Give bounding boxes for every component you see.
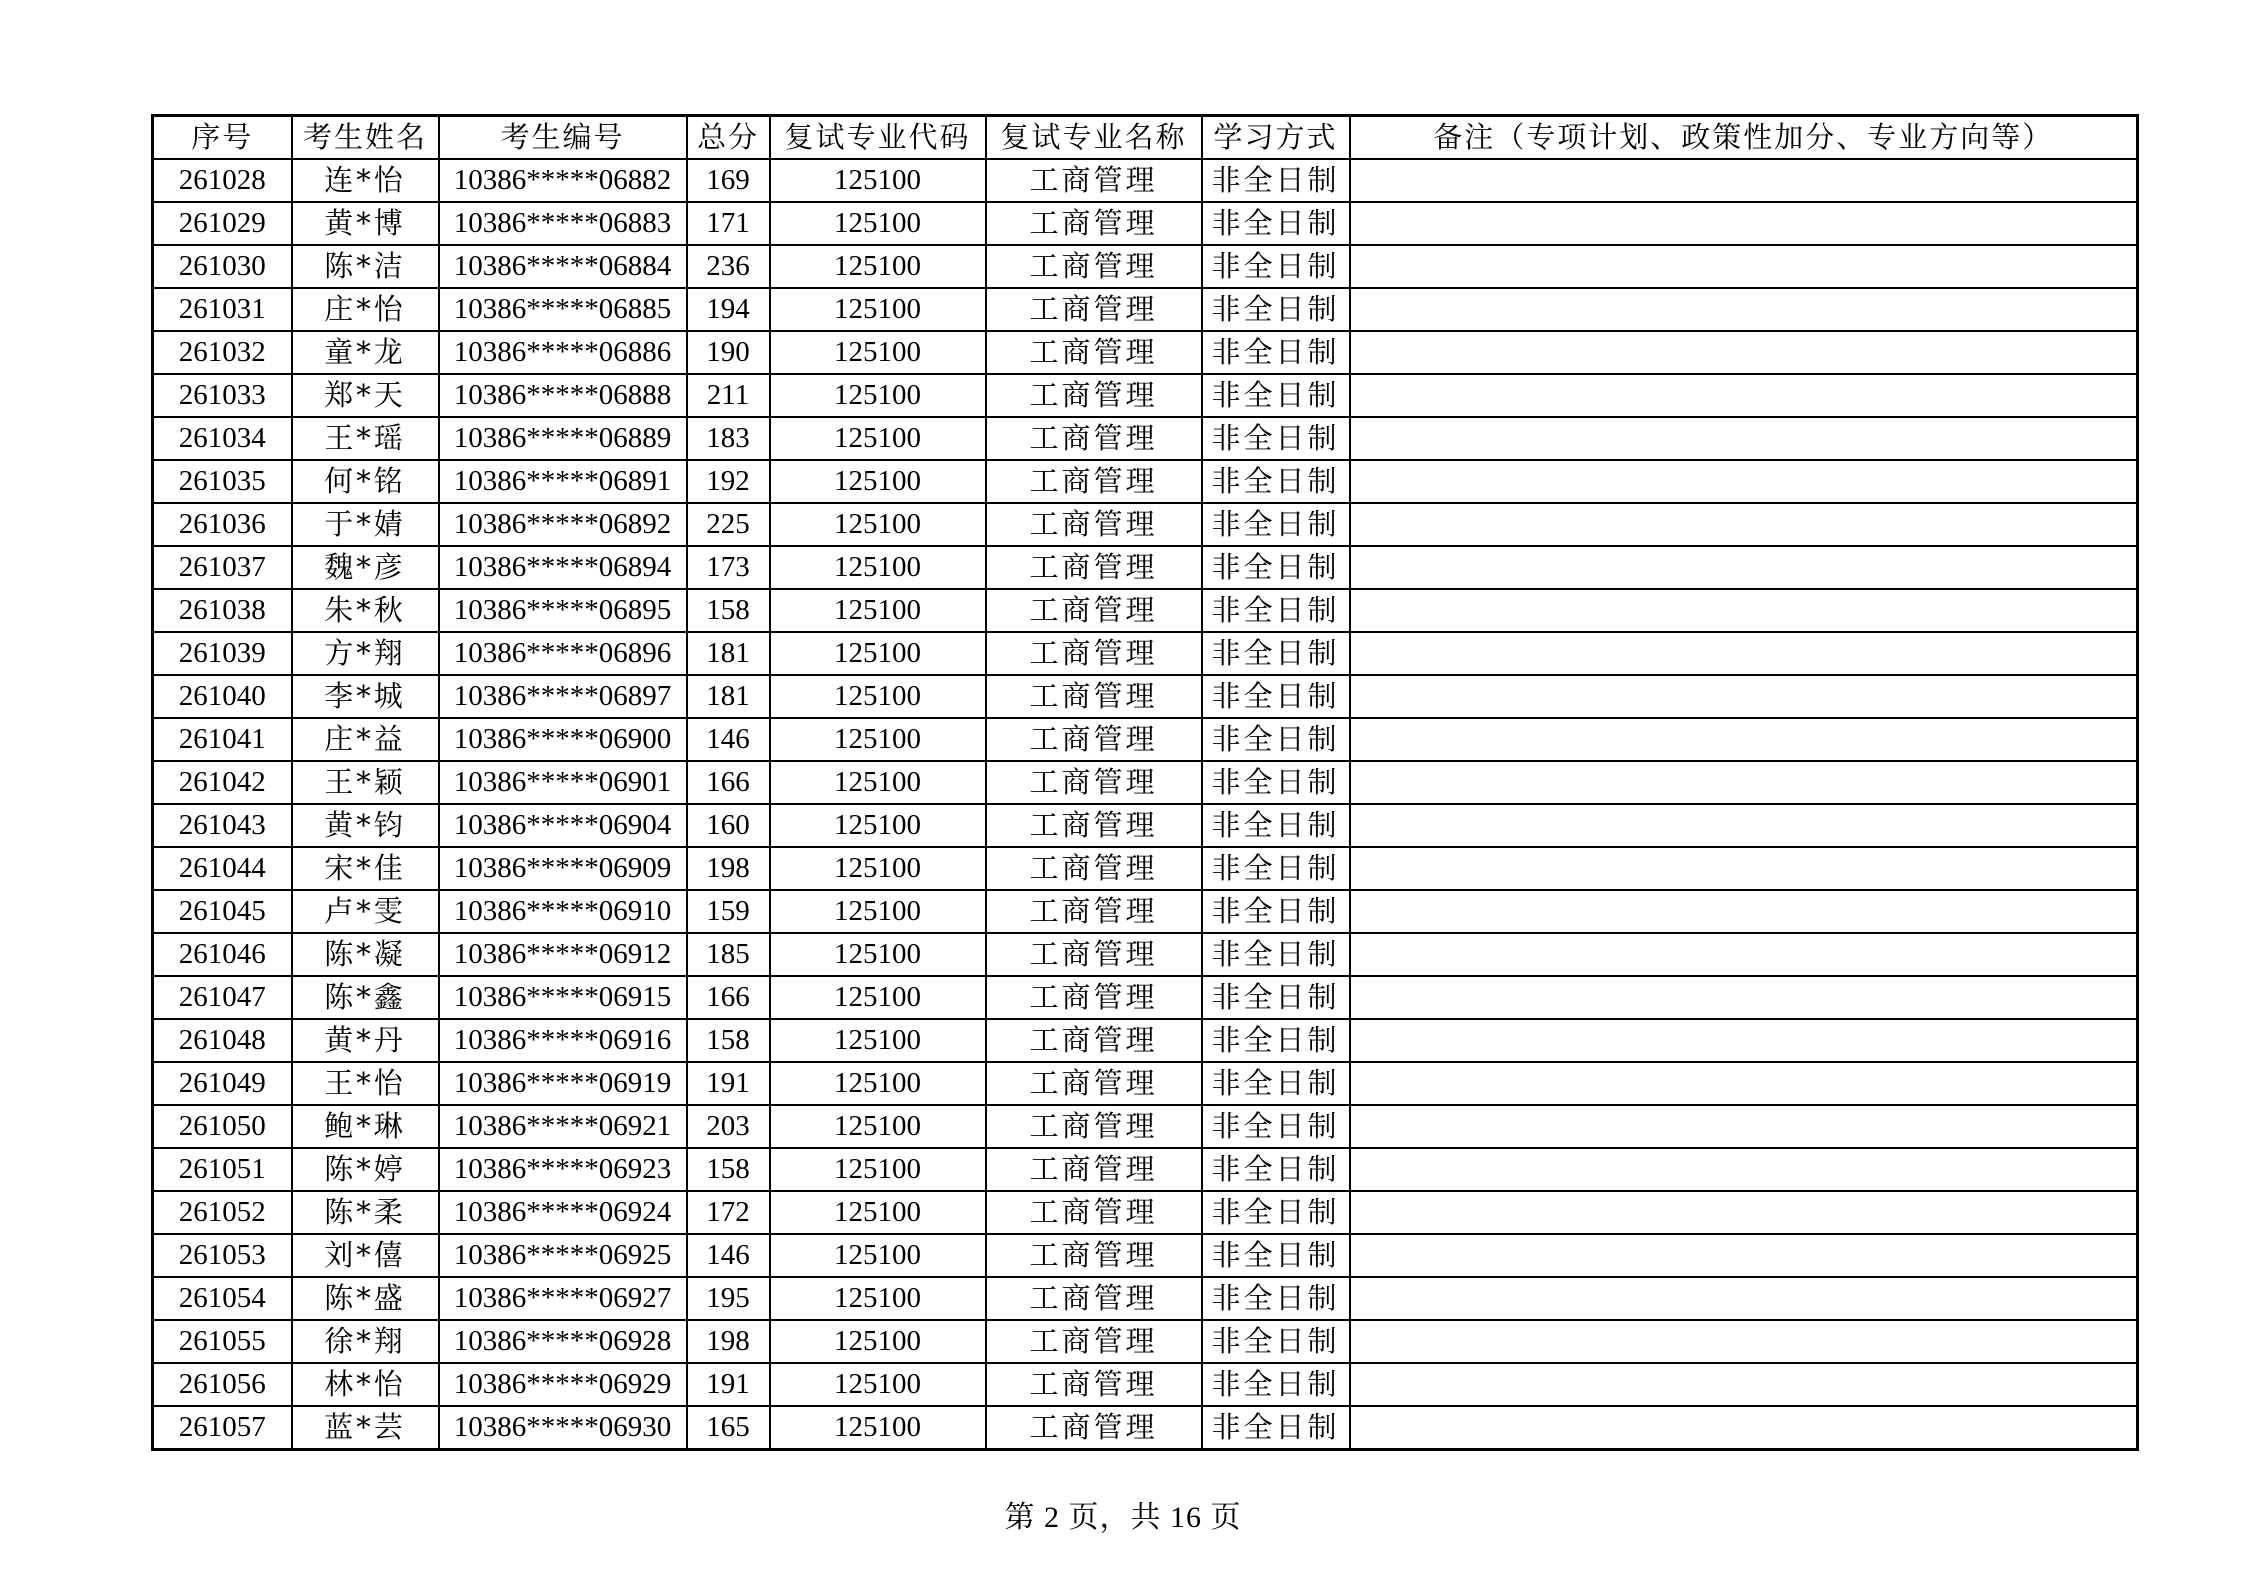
major-name-cell: 工商管理 [986, 245, 1202, 288]
header-serial-number: 序号 [153, 116, 292, 160]
study-mode-cell: 非全日制 [1202, 546, 1350, 589]
table-row [153, 159, 2138, 202]
study-mode-cell: 非全日制 [1202, 417, 1350, 460]
study-mode-cell: 非全日制 [1202, 1277, 1350, 1320]
major-code-cell: 125100 [770, 1148, 986, 1191]
total-score-cell: 191 [687, 1363, 770, 1406]
table-row [153, 890, 2138, 933]
serial-number-cell: 261039 [153, 632, 292, 675]
serial-number-cell: 261034 [153, 417, 292, 460]
total-score-cell: 160 [687, 804, 770, 847]
candidate-id-cell: 10386*****06888 [439, 374, 687, 417]
major-name-cell: 工商管理 [986, 976, 1202, 1019]
table-row [153, 503, 2138, 546]
major-code-cell: 125100 [770, 1363, 986, 1406]
major-name-cell: 工商管理 [986, 1019, 1202, 1062]
serial-number-cell: 261043 [153, 804, 292, 847]
major-code-cell: 125100 [770, 847, 986, 890]
study-mode-cell: 非全日制 [1202, 1363, 1350, 1406]
serial-number-cell: 261041 [153, 718, 292, 761]
study-mode-cell: 非全日制 [1202, 718, 1350, 761]
study-mode-cell: 非全日制 [1202, 159, 1350, 202]
candidate-name-cell: 陈*鑫 [292, 976, 439, 1019]
remarks-cell [1350, 1406, 2138, 1450]
major-code-cell: 125100 [770, 202, 986, 245]
study-mode-cell: 非全日制 [1202, 331, 1350, 374]
study-mode-cell: 非全日制 [1202, 503, 1350, 546]
table-row [153, 718, 2138, 761]
major-code-cell: 125100 [770, 245, 986, 288]
remarks-cell [1350, 503, 2138, 546]
table-row [153, 546, 2138, 589]
table-body [153, 159, 2138, 1450]
remarks-cell [1350, 1363, 2138, 1406]
header-major-name: 复试专业名称 [986, 116, 1202, 160]
table-row [153, 1148, 2138, 1191]
candidate-name-cell: 刘*僖 [292, 1234, 439, 1277]
candidate-name-cell: 卢*雯 [292, 890, 439, 933]
candidate-id-cell: 10386*****06924 [439, 1191, 687, 1234]
serial-number-cell: 261044 [153, 847, 292, 890]
total-score-cell: 172 [687, 1191, 770, 1234]
major-code-cell: 125100 [770, 288, 986, 331]
candidate-name-cell: 宋*佳 [292, 847, 439, 890]
major-name-cell: 工商管理 [986, 288, 1202, 331]
table-row [153, 847, 2138, 890]
major-code-cell: 125100 [770, 159, 986, 202]
total-score-cell: 166 [687, 761, 770, 804]
total-score-cell: 158 [687, 589, 770, 632]
remarks-cell [1350, 245, 2138, 288]
total-score-cell: 146 [687, 1234, 770, 1277]
major-name-cell: 工商管理 [986, 1406, 1202, 1450]
major-name-cell: 工商管理 [986, 159, 1202, 202]
major-code-cell: 125100 [770, 761, 986, 804]
study-mode-cell: 非全日制 [1202, 933, 1350, 976]
candidate-id-cell: 10386*****06886 [439, 331, 687, 374]
major-name-cell: 工商管理 [986, 847, 1202, 890]
total-score-cell: 171 [687, 202, 770, 245]
remarks-cell [1350, 1277, 2138, 1320]
serial-number-cell: 261051 [153, 1148, 292, 1191]
table-header-row [153, 116, 2138, 160]
table-row [153, 1363, 2138, 1406]
remarks-cell [1350, 417, 2138, 460]
candidate-id-cell: 10386*****06919 [439, 1062, 687, 1105]
remarks-cell [1350, 804, 2138, 847]
major-name-cell: 工商管理 [986, 1062, 1202, 1105]
study-mode-cell: 非全日制 [1202, 460, 1350, 503]
major-code-cell: 125100 [770, 890, 986, 933]
table-row [153, 374, 2138, 417]
candidate-table [151, 114, 2139, 1451]
total-score-cell: 181 [687, 632, 770, 675]
candidate-name-cell: 陈*柔 [292, 1191, 439, 1234]
total-score-cell: 166 [687, 976, 770, 1019]
major-name-cell: 工商管理 [986, 1148, 1202, 1191]
header-total-score: 总分 [687, 116, 770, 160]
candidate-name-cell: 郑*天 [292, 374, 439, 417]
candidate-name-cell: 陈*凝 [292, 933, 439, 976]
study-mode-cell: 非全日制 [1202, 804, 1350, 847]
major-name-cell: 工商管理 [986, 933, 1202, 976]
major-name-cell: 工商管理 [986, 202, 1202, 245]
remarks-cell [1350, 632, 2138, 675]
serial-number-cell: 261054 [153, 1277, 292, 1320]
study-mode-cell: 非全日制 [1202, 761, 1350, 804]
total-score-cell: 190 [687, 331, 770, 374]
serial-number-cell: 261055 [153, 1320, 292, 1363]
major-name-cell: 工商管理 [986, 1277, 1202, 1320]
page-number-footer: 第 2 页，共 16 页 [1004, 1501, 1242, 1534]
table-row [153, 1234, 2138, 1277]
serial-number-cell: 261053 [153, 1234, 292, 1277]
major-name-cell: 工商管理 [986, 675, 1202, 718]
table-row [153, 417, 2138, 460]
serial-number-cell: 261047 [153, 976, 292, 1019]
table-row [153, 245, 2138, 288]
table-row [153, 804, 2138, 847]
study-mode-cell: 非全日制 [1202, 847, 1350, 890]
candidate-id-cell: 10386*****06896 [439, 632, 687, 675]
major-code-cell: 125100 [770, 976, 986, 1019]
remarks-cell [1350, 331, 2138, 374]
major-code-cell: 125100 [770, 1277, 986, 1320]
candidate-name-cell: 魏*彦 [292, 546, 439, 589]
candidate-name-cell: 陈*盛 [292, 1277, 439, 1320]
study-mode-cell: 非全日制 [1202, 1105, 1350, 1148]
serial-number-cell: 261038 [153, 589, 292, 632]
remarks-cell [1350, 718, 2138, 761]
candidate-id-cell: 10386*****06921 [439, 1105, 687, 1148]
study-mode-cell: 非全日制 [1202, 1062, 1350, 1105]
major-name-cell: 工商管理 [986, 374, 1202, 417]
candidate-name-cell: 朱*秋 [292, 589, 439, 632]
study-mode-cell: 非全日制 [1202, 589, 1350, 632]
header-candidate-id: 考生编号 [439, 116, 687, 160]
candidate-id-cell: 10386*****06883 [439, 202, 687, 245]
candidate-name-cell: 蓝*芸 [292, 1406, 439, 1450]
study-mode-cell: 非全日制 [1202, 890, 1350, 933]
remarks-cell [1350, 1191, 2138, 1234]
major-code-cell: 125100 [770, 331, 986, 374]
serial-number-cell: 261042 [153, 761, 292, 804]
study-mode-cell: 非全日制 [1202, 976, 1350, 1019]
serial-number-cell: 261056 [153, 1363, 292, 1406]
table-row [153, 761, 2138, 804]
table-row [153, 933, 2138, 976]
total-score-cell: 183 [687, 417, 770, 460]
major-name-cell: 工商管理 [986, 546, 1202, 589]
serial-number-cell: 261049 [153, 1062, 292, 1105]
table-row [153, 632, 2138, 675]
header-study-mode: 学习方式 [1202, 116, 1350, 160]
candidate-id-cell: 10386*****06910 [439, 890, 687, 933]
major-code-cell: 125100 [770, 1191, 986, 1234]
table-row [153, 1277, 2138, 1320]
study-mode-cell: 非全日制 [1202, 288, 1350, 331]
candidate-name-cell: 黄*钧 [292, 804, 439, 847]
candidate-name-cell: 黄*博 [292, 202, 439, 245]
header-major-code: 复试专业代码 [770, 116, 986, 160]
major-code-cell: 125100 [770, 589, 986, 632]
remarks-cell [1350, 976, 2138, 1019]
candidate-name-cell: 王*颖 [292, 761, 439, 804]
study-mode-cell: 非全日制 [1202, 1234, 1350, 1277]
candidate-name-cell: 鲍*琳 [292, 1105, 439, 1148]
total-score-cell: 181 [687, 675, 770, 718]
candidate-id-cell: 10386*****06925 [439, 1234, 687, 1277]
serial-number-cell: 261030 [153, 245, 292, 288]
total-score-cell: 159 [687, 890, 770, 933]
remarks-cell [1350, 159, 2138, 202]
candidate-name-cell: 李*城 [292, 675, 439, 718]
remarks-cell [1350, 933, 2138, 976]
candidate-name-cell: 何*铭 [292, 460, 439, 503]
candidate-id-cell: 10386*****06923 [439, 1148, 687, 1191]
serial-number-cell: 261029 [153, 202, 292, 245]
candidate-id-cell: 10386*****06882 [439, 159, 687, 202]
candidate-name-cell: 徐*翔 [292, 1320, 439, 1363]
remarks-cell [1350, 847, 2138, 890]
major-name-cell: 工商管理 [986, 1234, 1202, 1277]
remarks-cell [1350, 546, 2138, 589]
candidate-name-cell: 童*龙 [292, 331, 439, 374]
header-remarks: 备注（专项计划、政策性加分、专业方向等） [1350, 116, 2138, 160]
major-name-cell: 工商管理 [986, 589, 1202, 632]
major-code-cell: 125100 [770, 546, 986, 589]
study-mode-cell: 非全日制 [1202, 202, 1350, 245]
table-row [153, 1105, 2138, 1148]
table-row [153, 1019, 2138, 1062]
major-code-cell: 125100 [770, 632, 986, 675]
major-code-cell: 125100 [770, 1019, 986, 1062]
candidate-name-cell: 王*怡 [292, 1062, 439, 1105]
serial-number-cell: 261028 [153, 159, 292, 202]
serial-number-cell: 261031 [153, 288, 292, 331]
candidate-id-cell: 10386*****06915 [439, 976, 687, 1019]
candidate-id-cell: 10386*****06885 [439, 288, 687, 331]
major-code-cell: 125100 [770, 718, 986, 761]
total-score-cell: 191 [687, 1062, 770, 1105]
major-name-cell: 工商管理 [986, 1363, 1202, 1406]
total-score-cell: 192 [687, 460, 770, 503]
total-score-cell: 194 [687, 288, 770, 331]
study-mode-cell: 非全日制 [1202, 1191, 1350, 1234]
major-code-cell: 125100 [770, 503, 986, 546]
candidate-id-cell: 10386*****06884 [439, 245, 687, 288]
candidate-id-cell: 10386*****06930 [439, 1406, 687, 1450]
remarks-cell [1350, 374, 2138, 417]
total-score-cell: 225 [687, 503, 770, 546]
candidate-name-cell: 于*婧 [292, 503, 439, 546]
major-code-cell: 125100 [770, 374, 986, 417]
candidate-name-cell: 王*瑶 [292, 417, 439, 460]
candidate-id-cell: 10386*****06891 [439, 460, 687, 503]
remarks-cell [1350, 1148, 2138, 1191]
total-score-cell: 169 [687, 159, 770, 202]
candidate-id-cell: 10386*****06901 [439, 761, 687, 804]
table-row [153, 675, 2138, 718]
remarks-cell [1350, 202, 2138, 245]
serial-number-cell: 261040 [153, 675, 292, 718]
candidate-id-cell: 10386*****06894 [439, 546, 687, 589]
candidate-id-cell: 10386*****06904 [439, 804, 687, 847]
major-name-cell: 工商管理 [986, 761, 1202, 804]
serial-number-cell: 261052 [153, 1191, 292, 1234]
candidate-name-cell: 庄*怡 [292, 288, 439, 331]
serial-number-cell: 261045 [153, 890, 292, 933]
serial-number-cell: 261033 [153, 374, 292, 417]
candidate-id-cell: 10386*****06929 [439, 1363, 687, 1406]
remarks-cell [1350, 288, 2138, 331]
candidate-name-cell: 方*翔 [292, 632, 439, 675]
table-row [153, 1062, 2138, 1105]
major-name-cell: 工商管理 [986, 1105, 1202, 1148]
major-code-cell: 125100 [770, 675, 986, 718]
table-row [153, 288, 2138, 331]
major-name-cell: 工商管理 [986, 632, 1202, 675]
remarks-cell [1350, 675, 2138, 718]
study-mode-cell: 非全日制 [1202, 374, 1350, 417]
candidate-id-cell: 10386*****06895 [439, 589, 687, 632]
remarks-cell [1350, 589, 2138, 632]
major-name-cell: 工商管理 [986, 890, 1202, 933]
major-code-cell: 125100 [770, 460, 986, 503]
total-score-cell: 198 [687, 847, 770, 890]
table-row [153, 976, 2138, 1019]
major-name-cell: 工商管理 [986, 1320, 1202, 1363]
major-code-cell: 125100 [770, 1320, 986, 1363]
major-name-cell: 工商管理 [986, 417, 1202, 460]
remarks-cell [1350, 1062, 2138, 1105]
study-mode-cell: 非全日制 [1202, 632, 1350, 675]
total-score-cell: 158 [687, 1148, 770, 1191]
major-name-cell: 工商管理 [986, 804, 1202, 847]
total-score-cell: 146 [687, 718, 770, 761]
remarks-cell [1350, 460, 2138, 503]
total-score-cell: 165 [687, 1406, 770, 1450]
remarks-cell [1350, 1019, 2138, 1062]
table-row [153, 1191, 2138, 1234]
candidate-id-cell: 10386*****06927 [439, 1277, 687, 1320]
major-code-cell: 125100 [770, 804, 986, 847]
remarks-cell [1350, 1105, 2138, 1148]
total-score-cell: 173 [687, 546, 770, 589]
candidate-name-cell: 连*怡 [292, 159, 439, 202]
table-row [153, 202, 2138, 245]
serial-number-cell: 261057 [153, 1406, 292, 1450]
major-name-cell: 工商管理 [986, 1191, 1202, 1234]
major-name-cell: 工商管理 [986, 331, 1202, 374]
total-score-cell: 211 [687, 374, 770, 417]
candidate-id-cell: 10386*****06892 [439, 503, 687, 546]
study-mode-cell: 非全日制 [1202, 1320, 1350, 1363]
table-row [153, 1406, 2138, 1450]
serial-number-cell: 261046 [153, 933, 292, 976]
candidate-name-cell: 林*怡 [292, 1363, 439, 1406]
total-score-cell: 198 [687, 1320, 770, 1363]
candidate-id-cell: 10386*****06889 [439, 417, 687, 460]
major-code-cell: 125100 [770, 933, 986, 976]
major-name-cell: 工商管理 [986, 718, 1202, 761]
study-mode-cell: 非全日制 [1202, 1019, 1350, 1062]
serial-number-cell: 261032 [153, 331, 292, 374]
table-row [153, 460, 2138, 503]
table-row [153, 1320, 2138, 1363]
study-mode-cell: 非全日制 [1202, 245, 1350, 288]
remarks-cell [1350, 761, 2138, 804]
study-mode-cell: 非全日制 [1202, 675, 1350, 718]
major-code-cell: 125100 [770, 1062, 986, 1105]
remarks-cell [1350, 1234, 2138, 1277]
study-mode-cell: 非全日制 [1202, 1406, 1350, 1450]
candidate-id-cell: 10386*****06912 [439, 933, 687, 976]
candidate-id-cell: 10386*****06909 [439, 847, 687, 890]
major-code-cell: 125100 [770, 1105, 986, 1148]
serial-number-cell: 261037 [153, 546, 292, 589]
total-score-cell: 158 [687, 1019, 770, 1062]
total-score-cell: 185 [687, 933, 770, 976]
candidate-id-cell: 10386*****06928 [439, 1320, 687, 1363]
candidate-name-cell: 庄*益 [292, 718, 439, 761]
serial-number-cell: 261035 [153, 460, 292, 503]
header-candidate-name: 考生姓名 [292, 116, 439, 160]
serial-number-cell: 261048 [153, 1019, 292, 1062]
candidate-name-cell: 陈*婷 [292, 1148, 439, 1191]
major-code-cell: 125100 [770, 1234, 986, 1277]
candidate-name-cell: 黄*丹 [292, 1019, 439, 1062]
serial-number-cell: 261050 [153, 1105, 292, 1148]
major-code-cell: 125100 [770, 1406, 986, 1450]
total-score-cell: 236 [687, 245, 770, 288]
total-score-cell: 203 [687, 1105, 770, 1148]
major-code-cell: 125100 [770, 417, 986, 460]
candidate-id-cell: 10386*****06897 [439, 675, 687, 718]
major-name-cell: 工商管理 [986, 503, 1202, 546]
table-row [153, 589, 2138, 632]
remarks-cell [1350, 890, 2138, 933]
candidate-name-cell: 陈*洁 [292, 245, 439, 288]
candidate-id-cell: 10386*****06916 [439, 1019, 687, 1062]
table-row [153, 331, 2138, 374]
total-score-cell: 195 [687, 1277, 770, 1320]
candidate-id-cell: 10386*****06900 [439, 718, 687, 761]
remarks-cell [1350, 1320, 2138, 1363]
study-mode-cell: 非全日制 [1202, 1148, 1350, 1191]
serial-number-cell: 261036 [153, 503, 292, 546]
major-name-cell: 工商管理 [986, 460, 1202, 503]
